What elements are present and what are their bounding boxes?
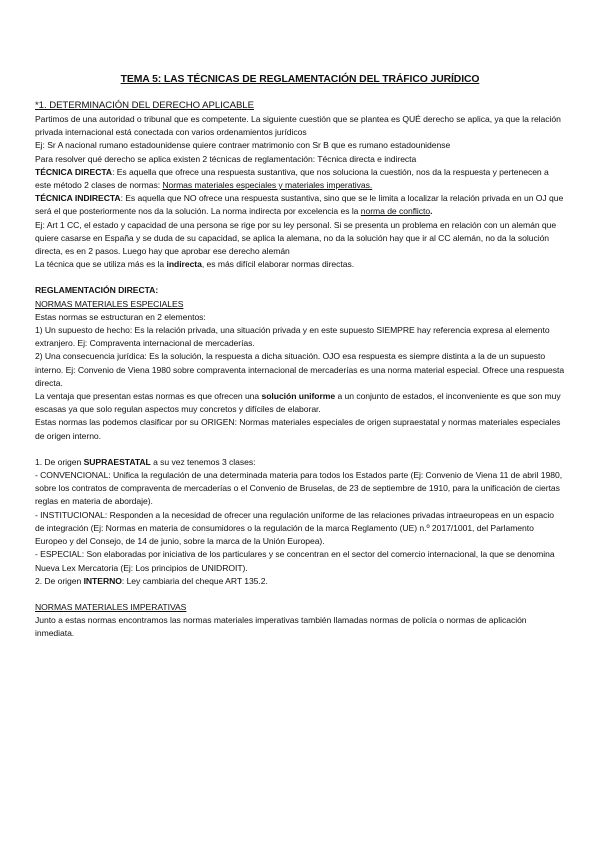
paragraph: Junto a estas normas encontramos las normas materiales imperativas también llamadas normas de policía o normas de aplicación inmediata. [35,615,527,639]
text-run: : Es aquella que NO ofrece una respuesta sustantiva, sino que se le limita a localizar la relación privada en un OJ que será el que posteriormente nos da la solución. La norma indirecta por excelencia es la [35,193,564,217]
paragraph [35,390,565,416]
text-run: a un conjunto de estados, el inconveniente es que son muy escasas ya que solo regulan aspectos muy concretos y difíciles de elaborar. [35,391,561,415]
subheading-normas-especiales: NORMAS MATERIALES ESPECIALES [35,298,184,309]
underlined-term: norma de conflicto [360,206,431,217]
text-run: La técnica que se utiliza más es la [35,259,167,270]
paragraph-tecnica-directa [35,166,565,192]
text-run: 1. De origen [35,456,84,467]
text-run: 2. De origen [35,575,84,586]
underlined-term: Normas materiales especiales y materiales imperativas. [162,180,373,191]
paragraph: - ESPECIAL: Son elaboradas por iniciativa de los particulares y se concentran en el sector del comercio internacional, la que se denomina Nueva Lex Mercatoria (Ej: Los principios de UNIDROIT). [35,549,555,573]
paragraph: - INSTITUCIONAL: Responden a la necesidad de ofrecer una regulación uniforme de las relaciones privadas intraeuropeas en un espacio de integración (Ej: Normas en materia de consumidores o la regulación de la marca Reglamento (UE) n.º 2017/1001, del Parlamento Europeo y del Consejo, de 14 de junio, sobre la marca de la Unión Europea). [35,509,554,547]
paragraph: 2) Una consecuencia jurídica: Es la solución, la respuesta a dicha situación. OJO esa respuesta es siempre distinta a la de un supuesto interno. Ej: Convenio de Viena 1980 sobre compraventa internacional de mercaderías es una norma material especial. Ofrece una respuesta directa. [35,351,565,388]
subheading-normas-imperativas: NORMAS MATERIALES IMPERATIVAS [35,601,187,612]
paragraph: - CONVENCIONAL: Unifica la regulación de una determinada materia para todos los Estados parte (Ej: Convenio de Viena 11 de abril 1980, sobre los contratos de compraventa de mercaderías o el Convenio de Bruselas, de 23 de septiembre de 1910, para la unificación de ciertas reglas en materia de abordaje). [35,470,563,507]
paragraph [35,258,565,271]
text-run: La ventaja que presentan estas normas es que ofrecen una [35,391,262,402]
bold-term: TÉCNICA DIRECTA [35,166,113,177]
text-run: : Ley cambiaria del cheque ART 135.2. [121,575,268,586]
section-heading-determinacion: *1. DETERMINACIÓN DEL DERECHO APLICABLE [35,100,254,111]
paragraph: Para resolver qué derecho se aplica existen 2 técnicas de reglamentación: Técnica directa e indirecta [35,153,417,164]
paragraph: Estas normas se estructuran en 2 elementos: [35,311,206,322]
bold-term: INTERNO [83,575,122,586]
paragraph: 1) Un supuesto de hecho: Es la relación privada, una situación privada y en este supuesto SIEMPRE hay referencia expresa al elemento extranjero. Ej: Compraventa internacional de mercaderías. [35,325,550,349]
paragraph: Estas normas las podemos clasificar por su ORIGEN: Normas materiales especiales de origen supraestatal y normas materiales especiales de origen interno. [35,417,561,441]
paragraph [35,456,565,469]
document-body [35,74,565,641]
paragraph: Ej: Art 1 CC, el estado y capacidad de una persona se rige por su ley personal. Si se presenta un problema en relación con un alemán que quiere casarse en España y se duda de su capacidad, se aplica la alemana, no da la solución hay que ir al CC alemán, no da la solución directa, es en 2 pasos. Luego hay que aprobar ese derecho alemán [35,219,557,257]
bold-term: indirecta [166,259,202,270]
paragraph [35,575,565,588]
document-title: TEMA 5: LAS TÉCNICAS DE REGLAMENTACIÓN DEL TRÁFICO JURÍDICO [120,74,480,85]
bold-term: TÉCNICA INDIRECTA [35,193,121,204]
text-run: . [430,206,433,217]
section-heading-reglamentacion-directa: REGLAMENTACIÓN DIRECTA: [35,285,159,296]
text-run: : Es aquella que ofrece una respuesta sustantiva, que nos soluciona la cuestión, nos da la respuesta y pertenecen a este método 2 clases de normas: [35,166,549,191]
bold-term: solución uniforme [261,391,336,402]
paragraph: Ej: Sr A nacional rumano estadounidense quiere contraer matrimonio con Sr B que es rumano estadounidense [35,140,451,151]
paragraph: Partimos de una autoridad o tribunal que es competente. La siguiente cuestión que se plantea es QUÉ derecho se aplica, ya que la relación privada internacional está conectada con varios ordenamientos jurídicos [35,114,561,138]
text-run: a su vez tenemos 3 clases: [150,456,256,467]
paragraph-tecnica-indirecta [35,192,565,218]
bold-term: SUPRAESTATAL [83,456,151,467]
text-run: , es más difícil elaborar normas directas. [201,259,355,270]
